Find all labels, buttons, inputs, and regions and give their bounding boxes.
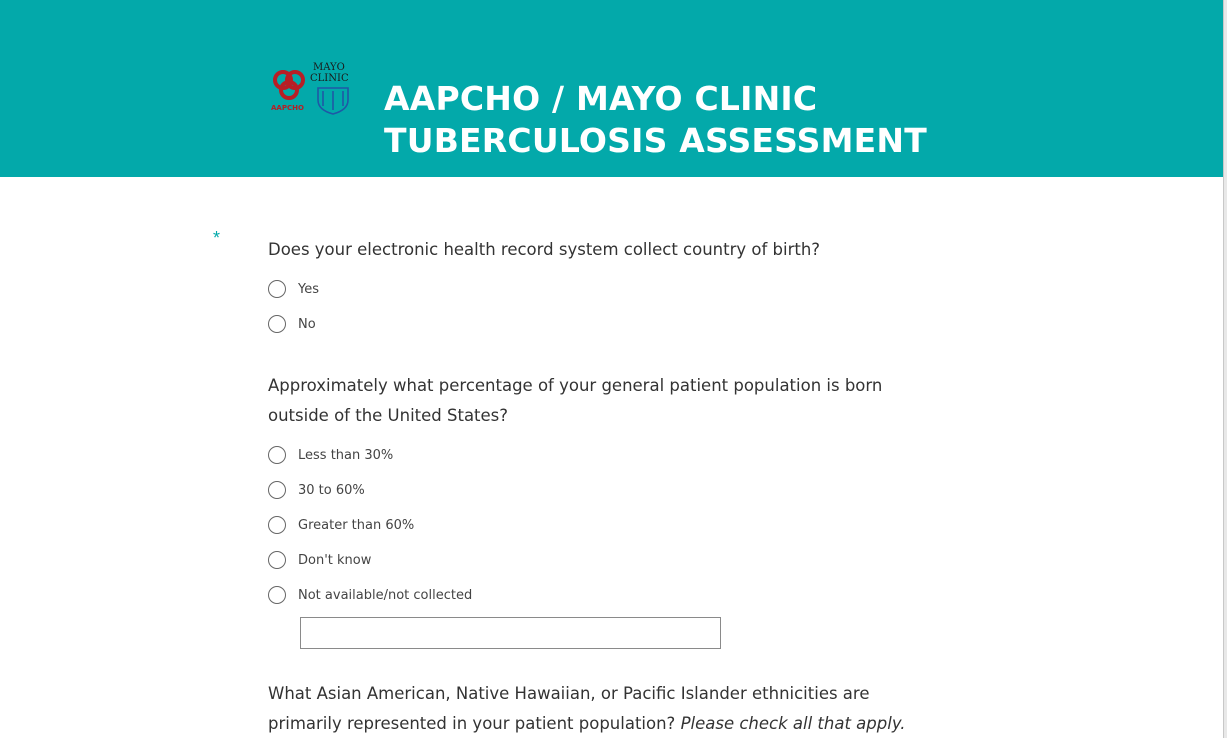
required-asterisk: * (213, 228, 221, 248)
mayo-shield-icon (318, 88, 348, 114)
radio-circle-icon[interactable] (268, 551, 286, 569)
option-label: Don't know (298, 552, 372, 568)
aapcho-logo-text: AAPCHO (271, 104, 304, 112)
title-line-2: TUBERCULOSIS ASSESSMENT (384, 121, 927, 160)
title-line-1: AAPCHO / MAYO CLINIC (384, 79, 818, 118)
mayo-logo-line2: CLINIC (310, 73, 349, 84)
q1-option-no[interactable] (268, 313, 316, 335)
page-title (384, 78, 927, 162)
mayo-logo-line1: MAYO (313, 62, 345, 73)
q2-option-dont-know[interactable] (268, 549, 371, 571)
radio-circle-icon[interactable] (268, 315, 286, 333)
option-label: Less than 30% (298, 447, 394, 463)
option-label: Not available/not collected (298, 587, 473, 603)
window-edge-scrollbar (1223, 0, 1227, 738)
q2-option-30-to-60[interactable] (268, 479, 365, 501)
q1-option-yes[interactable] (268, 278, 319, 300)
radio-circle-icon[interactable] (268, 481, 286, 499)
question-3-text (268, 679, 928, 739)
question-3-emphasis: Please check all that apply. (680, 714, 906, 733)
q2-option-not-available[interactable] (268, 584, 472, 606)
question-2-text: Approximately what percentage of your general patient population is born outside of the United States? (268, 376, 883, 425)
question-1-text: Does your electronic health record system collect country of birth? (268, 240, 821, 259)
radio-circle-icon[interactable] (268, 586, 286, 604)
aapcho-mayo-logo (268, 60, 360, 116)
radio-circle-icon[interactable] (268, 446, 286, 464)
option-label: 30 to 60% (298, 482, 365, 498)
header-banner (0, 0, 1223, 177)
q2-option-greater-than-60[interactable] (268, 514, 414, 536)
option-label: Greater than 60% (298, 517, 415, 533)
option-label: Yes (298, 281, 319, 297)
q2-option-less-than-30[interactable] (268, 444, 393, 466)
q2-other-text-input[interactable] (300, 617, 721, 649)
question-3-main: What Asian American, Native Hawaiian, or Pacific Islander ethnicities are primarily represented in your patient population? (268, 684, 870, 733)
option-label: No (298, 316, 316, 332)
radio-circle-icon[interactable] (268, 280, 286, 298)
radio-circle-icon[interactable] (268, 516, 286, 534)
